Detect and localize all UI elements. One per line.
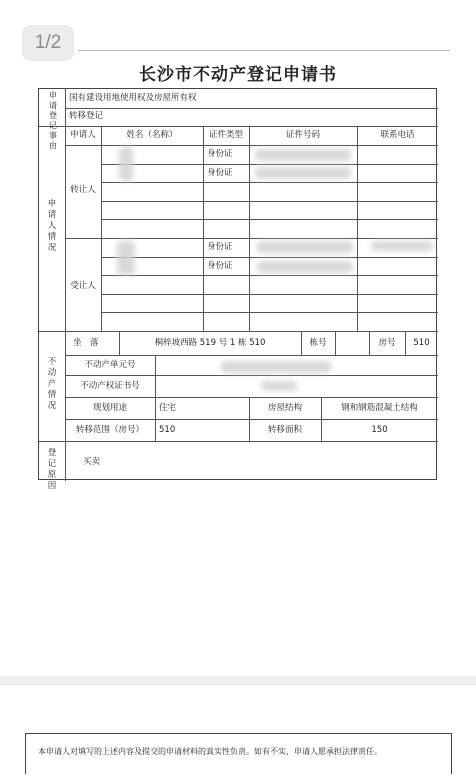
row-line bbox=[101, 182, 438, 183]
redacted-id-number bbox=[255, 149, 351, 161]
col-line bbox=[203, 126, 204, 331]
page-separator bbox=[0, 676, 476, 684]
redacted-name bbox=[117, 241, 135, 275]
transferee-id-type-2: 身份证 bbox=[207, 261, 233, 271]
reason-line-1: 国有建设用地使用权及房屋所有权 bbox=[69, 93, 197, 103]
cert-no-label: 不动产权证书号 bbox=[80, 381, 140, 391]
header-id-no: 证件号码 bbox=[285, 130, 320, 140]
row-line bbox=[65, 419, 438, 420]
col-line bbox=[249, 126, 250, 331]
header-rule bbox=[78, 50, 450, 51]
row-line bbox=[101, 201, 438, 202]
room-label: 房号 bbox=[378, 338, 396, 348]
header-id-type: 证件类型 bbox=[208, 130, 243, 140]
transferor-label: 转让人 bbox=[70, 185, 96, 195]
location-label: 坐 落 bbox=[73, 338, 99, 348]
page-indicator: 1/2 bbox=[22, 25, 74, 61]
row-line bbox=[101, 164, 438, 165]
header-phone: 联系电话 bbox=[380, 130, 415, 140]
reason-section-label: 申请登记事由 bbox=[49, 91, 57, 150]
header-applicant: 申请人 bbox=[70, 130, 96, 140]
redacted-unit-number bbox=[221, 361, 331, 373]
declaration-text: 本申请人对填写的上述内容及提交的申请材料的真实性负责。如有不实，申请人愿承担法律责任。 bbox=[38, 747, 382, 756]
row-line bbox=[39, 441, 438, 442]
transferor-id-type-2: 身份证 bbox=[207, 168, 233, 178]
transferee-id-type-1: 身份证 bbox=[207, 242, 233, 252]
redacted-id-number bbox=[257, 241, 353, 253]
transferee-label: 受让人 bbox=[70, 281, 96, 291]
redacted-cert-number bbox=[261, 381, 297, 391]
row-line bbox=[39, 126, 438, 127]
row-line bbox=[101, 294, 438, 295]
row-line bbox=[65, 397, 438, 398]
use-label: 规划用途 bbox=[92, 403, 127, 413]
room-value: 510 bbox=[413, 338, 430, 348]
structure-label: 房屋结构 bbox=[267, 403, 302, 413]
header-name: 姓名（名称） bbox=[126, 130, 178, 140]
row-line bbox=[65, 355, 438, 356]
row-line bbox=[101, 257, 438, 258]
row-line bbox=[101, 219, 438, 220]
redacted-name bbox=[119, 147, 133, 181]
property-section-label: 不动产情况 bbox=[47, 357, 57, 411]
col-line bbox=[335, 331, 336, 355]
structure-value: 钢和钢筋混凝土结构 bbox=[341, 403, 418, 413]
transfer-scope-label: 转移范围（房号） bbox=[75, 425, 144, 435]
reg-reason-value: 买卖 bbox=[83, 457, 101, 467]
transferor-id-type-1: 身份证 bbox=[207, 149, 233, 159]
reg-reason-label: 登记原因 bbox=[47, 448, 57, 491]
redacted-phone bbox=[371, 241, 433, 251]
col-line bbox=[155, 355, 156, 441]
row-line bbox=[65, 238, 438, 239]
row-line bbox=[101, 275, 438, 276]
col-line bbox=[101, 126, 102, 331]
transfer-scope-value: 510 bbox=[159, 425, 176, 435]
row-line bbox=[39, 331, 438, 332]
row-line bbox=[65, 108, 438, 109]
reason-line-2: 转移登记 bbox=[69, 111, 104, 121]
application-form-table bbox=[38, 88, 437, 491]
transfer-area-label: 转移面积 bbox=[267, 425, 302, 435]
building-label: 栋号 bbox=[309, 338, 327, 348]
row-line bbox=[65, 375, 438, 376]
use-value: 住宅 bbox=[159, 403, 177, 413]
document-title: 长沙市不动产登记申请书 bbox=[139, 65, 337, 85]
transfer-area-value: 150 bbox=[371, 425, 388, 435]
applicant-section-label: 申请人情况 bbox=[47, 199, 57, 253]
col-line bbox=[357, 126, 358, 331]
location-value: 桐梓坡西路 519 号 1 栋 510 bbox=[154, 338, 266, 348]
redacted-id-number bbox=[255, 167, 351, 179]
row-line bbox=[101, 312, 438, 313]
row-line bbox=[65, 145, 438, 146]
unit-no-label: 不动产单元号 bbox=[84, 360, 136, 370]
redacted-id-number bbox=[257, 261, 353, 273]
